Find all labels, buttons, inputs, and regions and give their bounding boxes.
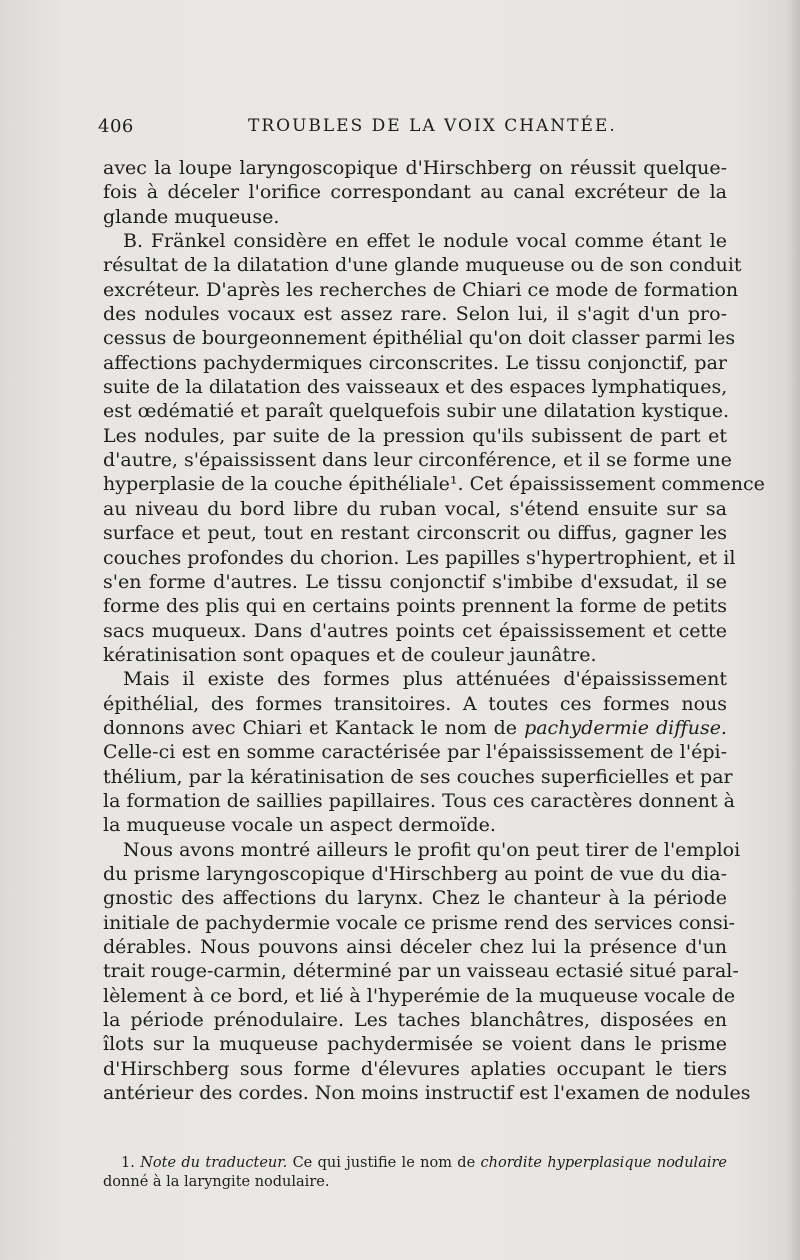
- text-line: kératinisation sont opaques et de couleur jaunâtre.: [103, 643, 597, 666]
- text-line: la formation de saillies papillaires. Tous ces caractères donnent à: [103, 789, 735, 812]
- footnote-line: donné à la laryngite nodulaire.: [103, 1174, 330, 1190]
- text-line: du prisme laryngoscopique d'Hirschberg au point de vue du dia-: [103, 862, 727, 885]
- text-line: Celle-ci est en somme caractérisée par l'épaississement de l'épi-: [103, 741, 727, 764]
- text-line: antérieur des cordes. Non moins instructif est l'examen de nodules: [103, 1082, 751, 1105]
- text-line: suite de la dilatation des vaisseaux et des espaces lymphatiques,: [103, 376, 728, 399]
- text-line: épithélial, des formes transitoires. A toutes ces formes nous: [103, 692, 727, 715]
- text-line: cessus de bourgeonnement épithélial qu'on doit classer parmi les: [103, 327, 736, 350]
- text-line: excréteur. D'après les recherches de Chiari ce mode de formation: [103, 278, 739, 301]
- italic-term: pachydermie diffuse.: [524, 716, 727, 739]
- text-line: hyperplasie de la couche épithéliale¹. Cet épaississement commence: [103, 473, 765, 496]
- text-line: résultat de la dilatation d'une glande muqueuse ou de son conduit: [103, 254, 742, 277]
- text-line-with-italic: [103, 716, 727, 740]
- footnote-label: Note du traducteur.: [140, 1155, 288, 1171]
- text-line: surface et peut, tout en restant circonscrit ou diffus, gagner les: [103, 522, 727, 545]
- footnote-term: chordite hyperplasique nodulaire: [480, 1155, 727, 1171]
- text-line: forme des plis qui en certains points prennent la forme de petits: [103, 595, 727, 618]
- text-line: dérables. Nous pouvons ainsi déceler chez lui la présence d'un: [103, 936, 727, 958]
- text-line: B. Fränkel considère en effet le nodule vocal comme étant le: [123, 230, 727, 253]
- text-line-part: donnons avec Chiari et Kantack le nom de: [103, 716, 518, 739]
- text-line: des nodules vocaux est assez rare. Selon lui, il s'agit d'un pro-: [103, 303, 727, 326]
- footnote-line: [103, 1154, 727, 1173]
- text-line: fois à déceler l'orifice correspondant au canal excréteur de la: [103, 181, 727, 204]
- text-line: avec la loupe laryngoscopique d'Hirschberg on réussit quelque-: [103, 157, 727, 179]
- text-line: thélium, par la kératinisation de ses couches superficielles et par: [103, 765, 733, 788]
- text-line: d'Hirschberg sous forme d'élevures aplaties occupant le tiers: [103, 1057, 727, 1080]
- text-line: la muqueuse vocale un aspect dermoïde.: [103, 814, 496, 837]
- footnote: [103, 1154, 727, 1192]
- page-edge-shadow: [786, 0, 800, 1260]
- text-line: affections pachydermiques circonscrites. Le tissu conjonctif, par: [103, 351, 727, 374]
- text-line: glande muqueuse.: [103, 205, 280, 228]
- text-line: trait rouge-carmin, déterminé par un vaisseau ectasié situé paral-: [103, 960, 739, 983]
- text-line: au niveau du bord libre du ruban vocal, s'étend ensuite sur sa: [103, 497, 727, 520]
- text-line: initiale de pachydermie vocale ce prisme rend des services consi-: [103, 911, 736, 934]
- text-line: gnostic des affections du larynx. Chez le chanteur à la période: [103, 887, 727, 910]
- text-line: Les nodules, par suite de la pression qu'ils subissent de part et: [103, 424, 727, 447]
- text-line: lèlement à ce bord, et lié à l'hyperémie de la muqueuse vocale de: [103, 984, 736, 1007]
- text-line: Nous avons montré ailleurs le profit qu'on peut tirer de l'emploi: [123, 838, 741, 861]
- text-line: sacs muqueux. Dans d'autres points cet épaississement et cette: [103, 619, 727, 642]
- body-text: [103, 156, 765, 1105]
- text-line: s'en forme d'autres. Le tissu conjonctif s'imbibe d'exsudat, il se: [103, 570, 727, 593]
- footnote-number: 1.: [121, 1155, 135, 1171]
- text-line: couches profondes du chorion. Les papilles s'hypertrophient, et il: [103, 546, 736, 569]
- text-line: est œdématié et paraît quelquefois subir une dilatation kystique.: [103, 400, 730, 423]
- footnote-text: Ce qui justifie le nom de: [292, 1155, 476, 1171]
- text-line: la période prénodulaire. Les taches blanchâtres, disposées en: [103, 1009, 727, 1032]
- text-line: îlots sur la muqueuse pachydermisée se voient dans le prisme: [103, 1033, 727, 1056]
- page-number: 406: [98, 116, 134, 137]
- page-header: [98, 116, 728, 146]
- running-title: TROUBLES DE LA VOIX CHANTÉE.: [248, 116, 617, 136]
- text-line: d'autre, s'épaississent dans leur circonférence, et il se forme une: [103, 449, 732, 472]
- text-line: Mais il existe des formes plus atténuées d'épaississement: [123, 668, 727, 691]
